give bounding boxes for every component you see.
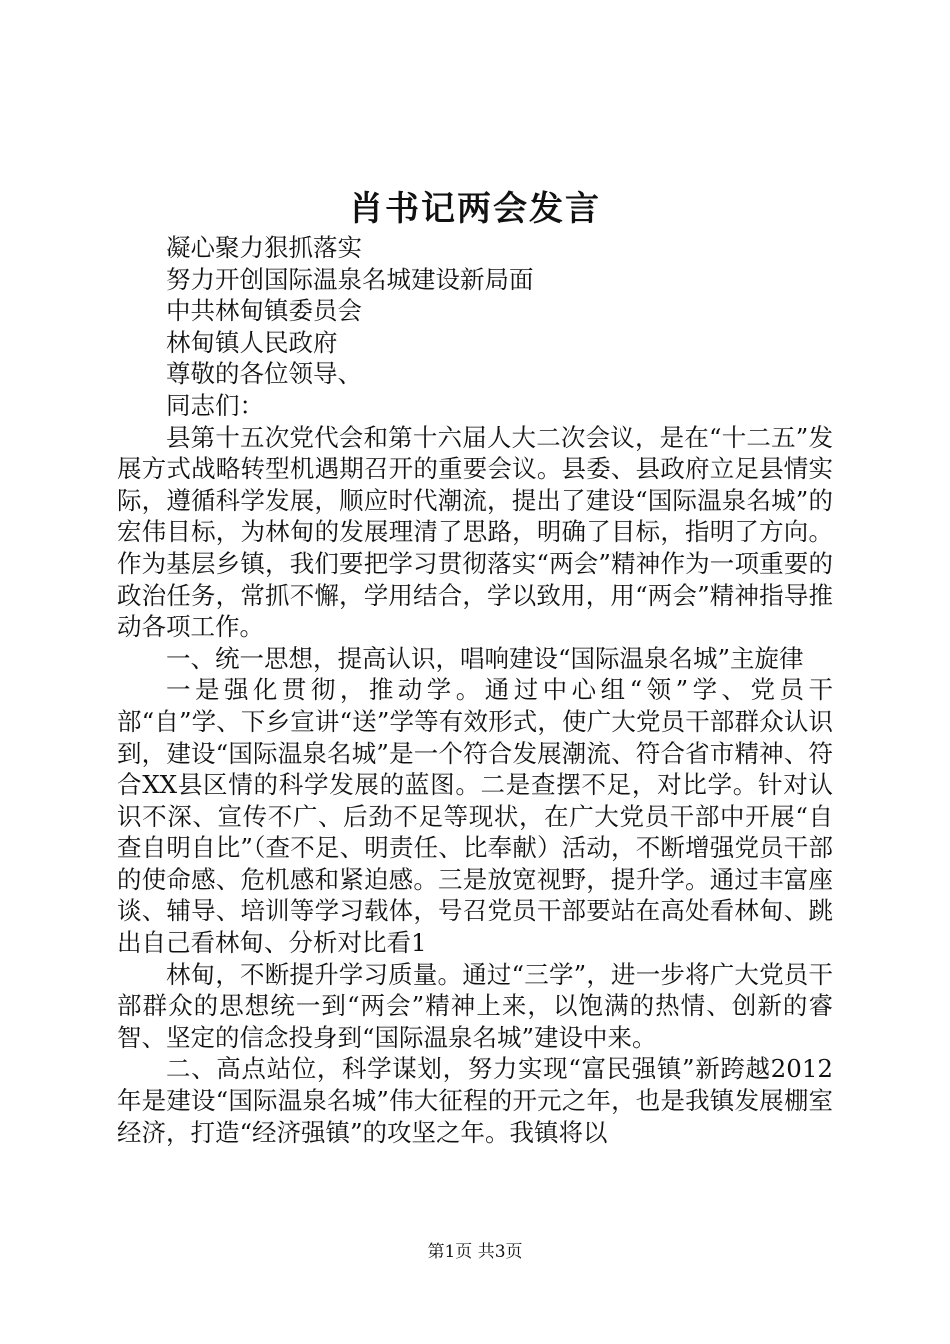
paragraph: 一、统一思想，提高认识，唱响建设“国际温泉名城”主旋律 <box>166 643 804 673</box>
paragraph: 努力开创国际温泉名城建设新局面 <box>166 264 534 294</box>
paragraph: 林甸镇人民政府 <box>166 327 338 357</box>
paragraph: 尊敬的各位领导、 <box>166 359 362 389</box>
page-number-footer: 第1页 共3页 <box>427 1242 523 1262</box>
document-body <box>117 232 833 1148</box>
document-title: 肖书记两会发言 <box>349 189 601 229</box>
paragraph: 中共林甸镇委员会 <box>166 296 362 326</box>
paragraph: 二、高点站位，科学谋划，努力实现“富民强镇”新跨越2012年是建设“国际温泉名城”伟大征程的开元之年，也是我镇发展棚室经济，打造“经济强镇”的攻坚之年。我镇将以 <box>117 1054 833 1147</box>
paragraph: 同志们： <box>166 390 264 420</box>
paragraph: 凝心聚力狠抓落实 <box>166 233 362 262</box>
paragraph: 县第十五次党代会和第十六届人大二次会议，是在“十二五”发展方式战略转型机遇期召开的重要会议。县委、县政府立足县情实际，遵循科学发展，顺应时代潮流，提出了建设“国际温泉名城”的宏伟目标，为林甸的发展理清了思路，明确了目标，指明了方向。作为基层乡镇，我们要把学习贯彻落实“两会”精神作为一项重要的政治任务，常抓不懈，学用结合，学以致用，用“两会”精神指导推动各项工作。 <box>117 422 833 642</box>
paragraph: 林甸，不断提升学习质量。通过“三学”，进一步将广大党员干部群众的思想统一到“两会”精神上来，以饱满的热情、创新的睿智、坚定的信念投身到“国际温泉名城”建设中来。 <box>117 959 833 1052</box>
paragraph: 一是强化贯彻，推动学。通过中心组“领”学、党员干部“自”学、下乡宣讲“送”学等有效形式，使广大党员干部群众认识到，建设“国际温泉名城”是一个符合发展潮流、符合省市精神、符合XX县区情的科学发展的蓝图。二是查摆不足，对比学。针对认识不深、宣传不广、后劲不足等现状，在广大党员干部中开展“自查自明自比”（查不足、明责任、比奉献）活动，不断增强党员干部的使命感、危机感和紧迫感。三是放宽视野，提升学。通过丰富座谈、辅导、培训等学习载体，号召党员干部要站在高处看林甸、跳出自己看林甸、分析对比看1 <box>117 675 833 958</box>
